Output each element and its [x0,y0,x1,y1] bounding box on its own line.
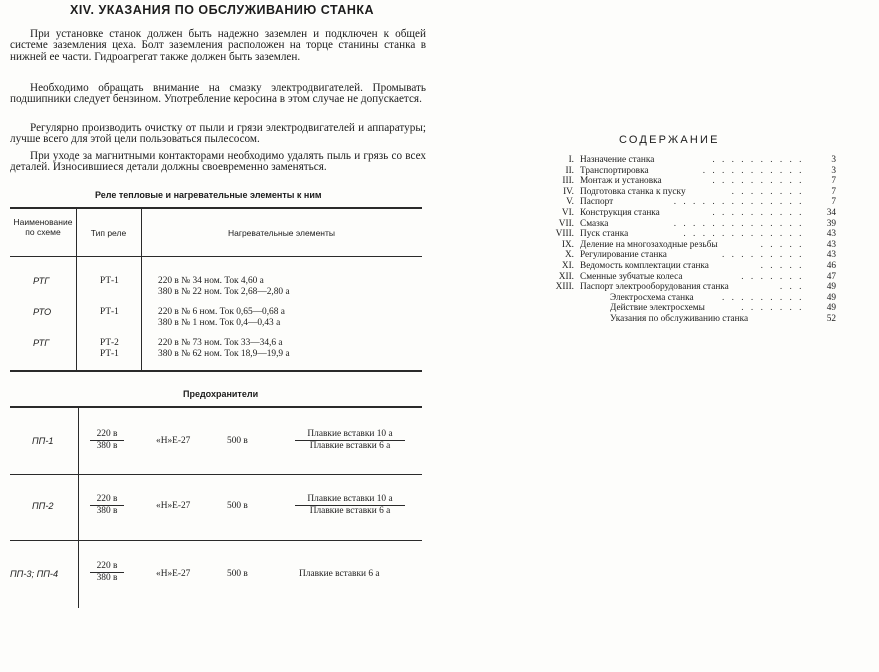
table-rule [10,370,422,372]
paragraph-lubrication: Необходимо обращать внимание на смазку электродвигателей. Промывать подшипники следует бензином. Употребление керосина в этом случае не допускается. [10,82,426,106]
toc-page: 49 [826,282,836,293]
relay-row-element: 380 в № 22 ном. Ток 2,68—2,80 а [158,287,290,297]
table-rule [10,474,422,475]
insert-top: Плавкие вставки 10 а [295,494,405,506]
voltage-top: 220 в [90,561,124,573]
relay-row-element: 220 в № 34 ном. Ток 4,60 а [158,276,264,286]
toc-leader: . . . . . . . . . . [712,155,804,165]
fuse-voltage [90,561,124,584]
table-rule [10,540,422,541]
toc-item [540,197,836,208]
toc-item [540,314,836,325]
voltage-bottom: 380 в [96,441,118,451]
toc-num: V. [566,197,574,208]
toc-leader: . . . . . . . . . . . [702,165,804,176]
toc-page: 34 [826,207,836,218]
table-rule [10,256,422,257]
voltage-top: 220 в [90,429,124,441]
toc-num: III. [562,176,574,187]
toc-text: Ведомость комплектации станка [580,260,709,271]
insert-top: Плавкие вставки 10 а [295,429,405,441]
relay-row-name: РТО [33,307,52,317]
toc-text: Назначение станка [580,155,655,165]
relay-row-type: РТ-2 [100,338,119,348]
table-rule [10,406,422,408]
fuse-row-name: ПП-1 [32,436,54,446]
toc-page: 3 [831,165,836,176]
insert-bottom: Плавкие вставки 6 а [309,441,391,451]
relay-row-name: РТГ [33,276,50,286]
toc-num: VII. [558,218,574,229]
toc-num: I. [568,155,574,165]
relay-table-caption: Реле тепловые и нагревательные элементы к ним [95,190,322,200]
toc-item [540,166,836,177]
toc-leader: . . . . . . . . . . . . . . [673,197,804,208]
toc-item [540,293,836,304]
toc-item [540,176,836,187]
toc-leader: . . . . . . . . . . . . . . [673,218,804,229]
fuse-row-name: ПП-3; ПП-4 [10,569,59,579]
toc-page: 7 [831,186,836,197]
toc-text: Подготовка станка к пуску [580,186,686,197]
paragraph-contactors: При уходе за магнитными контакторами необходимо удалять пыль и грязь со всех деталей. Износившиеся детали должны своевременно заменяться. [10,150,426,174]
paragraph-cleaning: Регулярно производить очистку от пыли и грязи электродвигателей и аппаратуры; лучше всего для этой цели пользоваться пылесосом. [10,122,426,146]
toc-leader: . . . . . [760,260,804,271]
voltage-bottom: 380 в [96,506,118,516]
toc-leader: . . . . . . . . . . [712,176,804,187]
fuse-inserts [295,494,405,517]
fuse-rating: 500 в [227,501,248,511]
toc-leader: . . . . . . . . . . . . . [683,229,804,240]
toc-leader: . . . . . . . . . [721,250,804,261]
toc-page: 3 [831,155,836,165]
toc-page: 52 [826,313,836,324]
fuse-row-name: ПП-2 [32,501,54,511]
toc-text: Монтаж и установка [580,176,662,187]
toc-text: Деление на многозаходные резьбы [580,239,718,250]
toc-num: IV. [563,186,574,197]
toc-leader: . . . . . . . [741,303,804,314]
toc-page: 43 [826,239,836,250]
relay-row-element: 220 в № 73 ном. Ток 33—34,6 а [158,338,283,348]
relay-row-element: 380 в № 1 ном. Ток 0,4—0,43 а [158,318,281,328]
toc-page: 49 [826,292,836,303]
fuse-insert: Плавкие вставки 6 а [299,569,380,579]
relay-row-name: РТГ [33,338,50,348]
toc-leader: . . . . . . . . . [721,292,804,303]
toc-leader: . . . . . . . . [731,186,804,197]
toc-num: XII. [558,271,574,282]
toc-page: 7 [831,197,836,208]
toc-text: Паспорт [580,197,614,208]
toc-num: IX. [561,239,574,250]
toc-leader: . . . . . . . . . . [712,207,804,218]
paragraph-grounding: При установке станок должен быть надежно заземлен и подключен к общей системе заземления цеха. Болт заземления расположен на торце станины станка в нижней ее части. Гидроагрегат также должен быть заземлен. [10,28,426,63]
toc-item [540,219,836,230]
toc-item [540,250,836,261]
toc-text: Смазка [580,218,609,229]
fuse-type: «Н»Е-27 [156,436,191,446]
relay-header-type: Тип реле [90,228,127,238]
toc-page: 7 [831,176,836,187]
table-rule [10,207,422,209]
toc-text: Конструкция станка [580,207,660,218]
toc-num: II. [565,165,574,176]
relay-row-type: РТ-1 [100,349,119,359]
fuse-voltage [90,494,124,517]
toc-item [540,282,836,293]
relay-row-element: 220 в № 6 ном. Ток 0,65—0,68 а [158,307,285,317]
toc-item [540,261,836,272]
fuse-table-caption: Предохранители [183,389,259,399]
relay-header-name: Наименование по схеме [13,217,73,237]
toc-item [540,303,836,314]
table-of-contents [540,155,836,325]
section-title: XIV. УКАЗАНИЯ ПО ОБСЛУЖИВАНИЮ СТАНКА [70,3,375,17]
fuse-rating: 500 в [227,436,248,446]
toc-text: Электросхема станка [610,292,694,303]
toc-item [540,240,836,251]
toc-page: 39 [826,218,836,229]
toc-page: 43 [826,229,836,240]
toc-page: 46 [826,260,836,271]
toc-num: XI. [561,260,574,271]
toc-page: 49 [826,303,836,314]
relay-header-elements: Нагревательные элементы [227,228,335,238]
fuse-type: «Н»Е-27 [156,569,191,579]
toc-text: Регулирование станка [580,250,667,261]
toc-num: VIII. [555,229,574,240]
toc-leader: . . . . . [760,239,804,250]
toc-item [540,272,836,283]
fuse-type: «Н»Е-27 [156,501,191,511]
toc-text: Пуск станка [580,229,629,240]
toc-text: Указания по обслуживанию станка [610,313,749,324]
voltage-top: 220 в [90,494,124,506]
voltage-bottom: 380 в [96,573,118,583]
toc-leader: . . . [779,282,804,293]
toc-num: VI. [561,207,574,218]
toc-text: Действие электросхемы [610,303,705,314]
relay-row-type: РТ-1 [100,276,119,286]
table-column-divider [78,408,79,608]
fuse-rating: 500 в [227,569,248,579]
toc-num: X. [564,250,574,261]
relay-row-element: 380 в № 62 ном. Ток 18,9—19,9 а [158,349,290,359]
toc-page: 43 [826,250,836,261]
toc-item [540,155,836,166]
relay-row-type: РТ-1 [100,307,119,317]
toc-text: Сменные зубчатые колеса [580,271,683,282]
toc-text: Паспорт электрооборудования станка [580,282,729,293]
toc-item [540,229,836,240]
insert-bottom: Плавкие вставки 6 а [309,506,391,516]
fuse-voltage [90,429,124,452]
toc-item [540,187,836,198]
toc-leader: . . . . . . . [741,271,804,282]
toc-num: XIII. [555,282,574,293]
fuse-inserts [295,429,405,452]
contents-title: СОДЕРЖАНИЕ [619,134,720,146]
toc-text: Транспортировка [580,165,649,176]
toc-item [540,208,836,219]
toc-page: 47 [826,271,836,282]
